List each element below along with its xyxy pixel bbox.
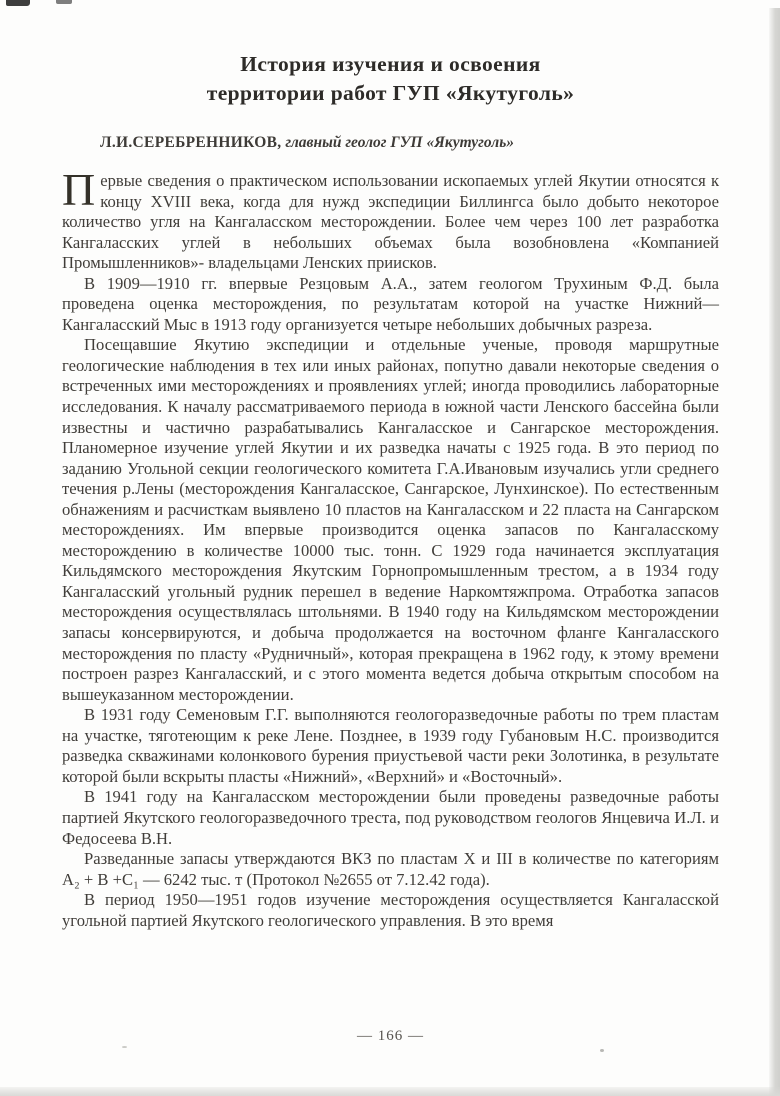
author-role: главный геолог ГУП «Якутуголь» xyxy=(281,134,515,151)
paragraph-1-text: ервые сведения о практическом использовании ископаемых углей Якутии относятся к концу XVIII века, когда для нужд экспедиции Биллингса было добыто некоторое количество угля на Кангаласском месторождении. Более чем через 100 лет разработка Кангаласских углей в небольших объемах была возобновлена «Компанией Промышленников»- владельцами Ленских приисков. xyxy=(62,171,719,273)
scan-speck xyxy=(600,1049,604,1052)
scan-speck xyxy=(122,1046,127,1048)
author-name: Л.И.СЕРЕБРЕННИКОВ, xyxy=(100,134,282,151)
paragraph-6: Разведанные запасы утверждаются ВКЗ по пластам X и III в количестве по категориям А₂ + В +С₁ — 6242 тыс. т (Протокол №2655 от 7.12.42 года). xyxy=(62,849,719,889)
paragraph-1 xyxy=(62,164,719,274)
title-line-2: территории работ ГУП «Якутуголь» xyxy=(206,81,575,105)
paragraph-4: В 1931 году Семеновым Г.Г. выполняются геологоразведочные работы по трем пластам на участке, тяготеющим к реке Лене. Позднее, в 1939 году Губановым Н.С. производится разведка скважинами колонкового бурения приустьевой части реки Золотинка, в результате которой были вскрыты пласты «Нижний», «Верхний» и «Восточный». xyxy=(62,705,719,786)
paragraph-5: В 1941 году на Кангаласском месторождении были проведены разведочные работы партией Якутского геологоразведочного треста, под руководством геологов Янцевича И.Л. и Федосеева В.Н. xyxy=(62,787,719,848)
author-line xyxy=(62,134,719,152)
scan-smudge xyxy=(6,0,30,6)
scan-edge-right xyxy=(769,8,780,1096)
drop-cap: П xyxy=(62,164,96,215)
title-line-1: История изучения и освоения xyxy=(240,52,541,76)
page-content xyxy=(62,0,719,931)
article-body xyxy=(62,164,719,931)
paragraph-7: В период 1950—1951 годов изучение месторождения осуществляется Кангаласской угольной партией Якутского геологического управления. В это время xyxy=(62,890,719,930)
scan-edge-bottom xyxy=(0,1087,780,1096)
scan-smudge xyxy=(56,0,72,4)
paragraph-2: В 1909—1910 гг. впервые Резцовым А.А., затем геологом Трухиным Ф.Д. была проведена оценка месторождения, по результатам которой на участке Нижний—Кангаласский Мыс в 1913 году организуется четыре небольших добычных разреза. xyxy=(62,273,719,334)
page-number: — 166 — xyxy=(357,1028,424,1044)
page-title xyxy=(62,50,719,108)
paragraph-3: Посещавшие Якутию экспедиции и отдельные ученые, проводя маршрутные геологические наблюдения в тех или иных районах, попутно давали некоторые сведения о встреченных ими месторождениях и проявлениях углей; иногда проводились лабораторные исследования. К началу рассматриваемого периода в южной части Ленского бассейна были известны и частично разрабатывались Кангаласское и Сангарское месторождения. Планомерное изучение углей Якутии и их разведка начаты с 1925 года. В это период по заданию Угольной секции геологического комитета Г.А.Ивановым изучались угли среднего течения р.Лены (месторождения Кангаласское, Сангарское, Лунхинское). По естественным обнажениям и расчисткам выявлено 10 пластов на Кангаласском и 22 пласта на Сангарском месторождениях. Им впервые производится оценка запасов по Кангаласскому месторождению в количестве 10000 тыс. тонн. С 1929 года начинается эксплуатация Кильдямского месторождения Якутским Горнопромышленным трестом, а в 1934 году Кангаласский угольный рудник перешел в ведение Наркомтяжпрома. Отработка запасов месторождения осуществлялась штольнями. В 1940 году на Кильдямском месторождении запасы консервируются, и добыча продолжается на восточном фланге Кангаласского месторождения по пласту «Рудничный», которая прекращена в 1962 году, к этому времени построен разрез Кангаласский, и с этого момента ведется добыча открытым способом на вышеуказанном месторождении. xyxy=(62,335,719,704)
